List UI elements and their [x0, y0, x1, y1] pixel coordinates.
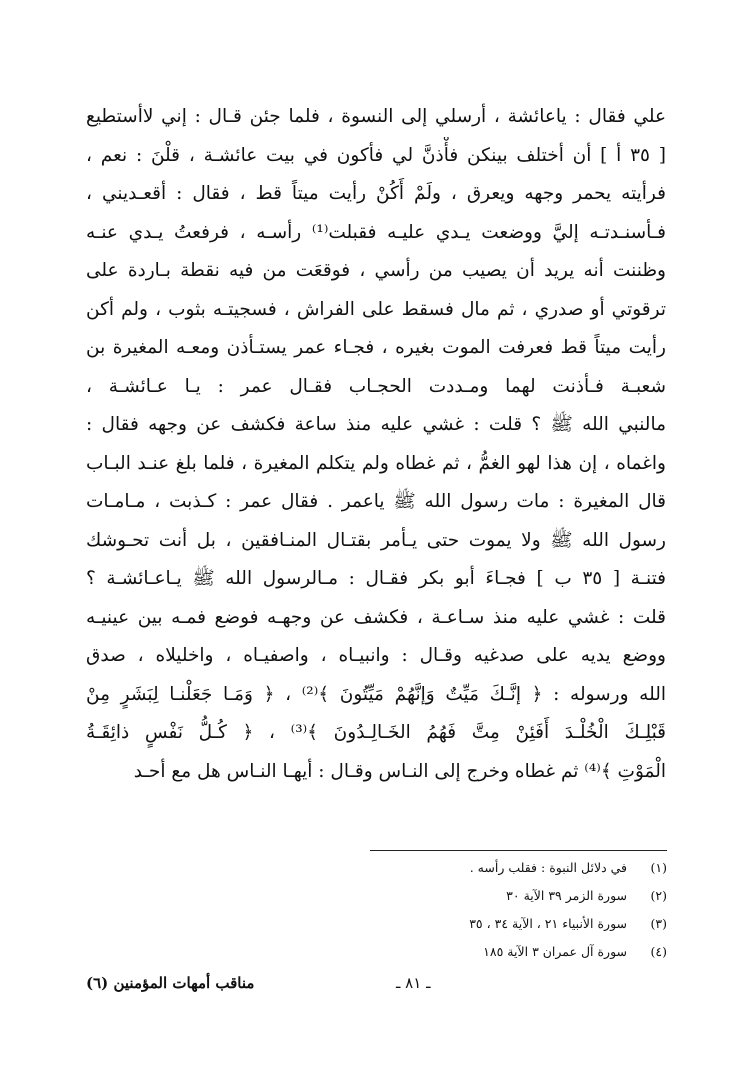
text-line: علي فقال : ياعائشة ، أرسلي إلى النسوة ، فلما جئن قـال : إني لاأستطيع — [86, 106, 666, 127]
text-line: شعبـة فـأذنت لهما ومـددت الحجـاب فقـال عمر : يـا عـائشـة ، — [86, 375, 666, 397]
text-line: رأيت ميتاً قط فعرفت الموت بغيره ، فجـاء عمر يستـأذن ومعـه المغيرة بن — [86, 337, 666, 358]
text-line: ووضع يديه على صدغيه وقـال : وانبيـاه ، واصفيـاه ، واخليلاه ، صدق — [86, 645, 666, 666]
footnote-item — [300, 910, 667, 938]
text-line: فرأيته يحمر وجهه ويعرق ، ولَمْ أَكُنْ رأيت ميتاً قط ، فقال : أقعـديني ، — [86, 183, 666, 204]
footnote-text: سورة الزمر ٣٩ الآية ٣٠ — [506, 888, 628, 903]
text-line: [ ٣٥ أ ] أن أختلف بينكن فأْذنَّ لي فأكون في بيت عائشـة ، قلْنَ : نعم ، — [86, 144, 666, 166]
text-line: الْمَوْتِ ﴾⁽⁴⁾ ثم غطاه وخرج إلى النـاس وقـال : أيهـا النـاس هل مع أحـد — [133, 760, 666, 782]
text-line: قلت : غشي عليه منذ سـاعـة ، فكشف عن وجهـه فوضع فمـه بين عينيـه — [86, 606, 666, 628]
footnote-item — [300, 854, 667, 882]
text-line: قال المغيرة : مات رسول الله ﷺ ياعمر . فقال عمر : كـذبت ، مـامـات — [86, 491, 666, 512]
footnotes — [300, 854, 667, 966]
text-line: رسول الله ﷺ ولا يموت حتى يـأمر بقتـال المنـافقين ، بل أنت تحـوشك — [86, 529, 666, 551]
text-line: قَبْلِـكَ الْخُلْـدَ أَفَئِنْ مِتَّ فَهُمُ الخَـالِـدُونَ ﴾⁽³⁾ ، ﴿ كُـلُّ نَفْسٍ ذائِقَـةُ — [86, 722, 666, 743]
main-text — [86, 98, 666, 791]
footnote-number: (٢) — [650, 888, 667, 903]
text-line: فتنـة [ ٣٥ ب ] فجـاءَ أبو بكر فقـال : مـالرسول الله ﷺ يـاعـائشـة ؟ — [86, 568, 666, 589]
footnote-item — [300, 938, 667, 966]
footnote-divider — [370, 850, 667, 851]
text-line: ترقوتي أو صدري ، ثم مال فسقط على الفراش ، فسجيتـه بثوب ، ولم أكن — [86, 298, 666, 320]
text-line: واغماه ، إن هذا لهو الغمُّ ، ثم غطاه ولم يتكلم المغيرة ، فلما بلغ عنـد البـاب — [86, 452, 666, 474]
footnote-number: (١) — [650, 860, 667, 875]
running-title: مناقب أمهات المؤمنين (٦) — [86, 974, 255, 992]
text-line: مالنبي الله ﷺ ؟ قلت : غشي عليه منذ ساعة فكشف عن وجهه فقال : — [86, 414, 666, 435]
footnote-number: (٣) — [650, 916, 667, 931]
text-line: الله ورسوله : ﴿ إنَّـكَ مَيِّتٌ وَإنَّهُمْ مَيِّتُونَ ﴾⁽²⁾ ، ﴿ وَمَـا جَعَلْنـا لِبَشَرٍ مِنْ — [86, 683, 666, 705]
page-footer — [86, 968, 666, 998]
footnote-number: (٤) — [650, 944, 667, 959]
footnote-item — [300, 882, 667, 910]
text-line: فـأسنـدتـه إليَّ ووضعت يـدي عليـه فقبلت⁽¹⁾ رأسـه ، فرفعتُ يـدي عنـه — [86, 221, 666, 243]
text-line: وظننت أنه يريد أن يصيب من رأسي ، فوقعَت من فيه نقطة بـاردة على — [86, 260, 666, 281]
footnote-text: سورة آل عمران ٣ الآية ١٨٥ — [483, 944, 628, 959]
footnote-text: سورة الأنبياء ٢١ ، الآية ٣٤ ، ٣٥ — [469, 916, 628, 931]
page-number: ـ ٨١ ـ — [396, 974, 431, 992]
footnote-text: في دلائل النبوة : فقلب رأسه . — [469, 860, 628, 875]
